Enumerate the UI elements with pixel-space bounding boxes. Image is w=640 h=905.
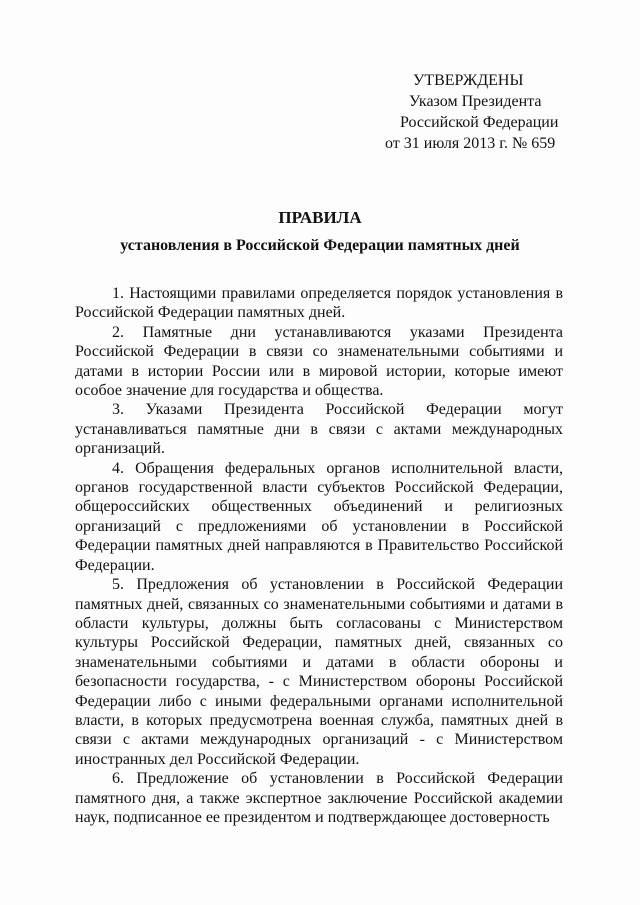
approval-date-line: от 31 июля 2013 г. № 659 [385,135,556,152]
paragraph-2: 2. Памятные дни устанавливаются указами Президента Российской Федерации в связи со знаменательными событиями и датами в истории России или в мировой истории, которые имеют особое значение для государства и общества. [75,323,563,400]
approval-heading: УТВЕРЖДЕНЫ [413,72,524,89]
paragraph-3: 3. Указами Президента Российской Федерации могут устанавливаться памятные дни в связи с актами международных организаций. [75,401,563,458]
approval-block [368,70,608,154]
approval-decree-line: Указом Президента [409,93,542,110]
document-title: ПРАВИЛА [278,208,362,227]
paragraph-1: 1. Настоящими правилами определяется порядок установления в Российской Федерации памятных дней. [75,285,563,322]
document-subtitle: установления в Российской Федерации памятных дней [120,237,520,254]
paragraph-6: 6. Предложение об установлении в Российской Федерации памятного дня, а также экспертное заключение Российской академии наук, подписанное ее президентом и подтверждающее достоверность [75,770,563,826]
document-body [75,284,563,827]
paragraph-5: 5. Предложения об установлении в Российской Федерации памятных дней, связанных со знаменательными событиями и датами в области культуры, должны быть согласованы с Министерством культуры Российской Федерации, памятных дней, связанных со знаменательными событиями и датами в области обороны и безопасности государства, - с Министерством обороны Российской Федерации либо с иными федеральными органами исполнительной власти, в которых предусмотрена военная служба, памятных дней в связи с актами международных организаций - с Министерством иностранных дел Российской Федерации. [75,576,563,768]
approval-country-line: Российской Федерации [400,114,559,131]
paragraph-4: 4. Обращения федеральных органов исполнительной власти, органов государственной власти субъектов Российской Федерации, общероссийских общественных объединений и религиозных организаций с предложениями об установлении в Российской Федерации памятных дней направляются в Правительство Российской Федерации. [75,459,563,574]
